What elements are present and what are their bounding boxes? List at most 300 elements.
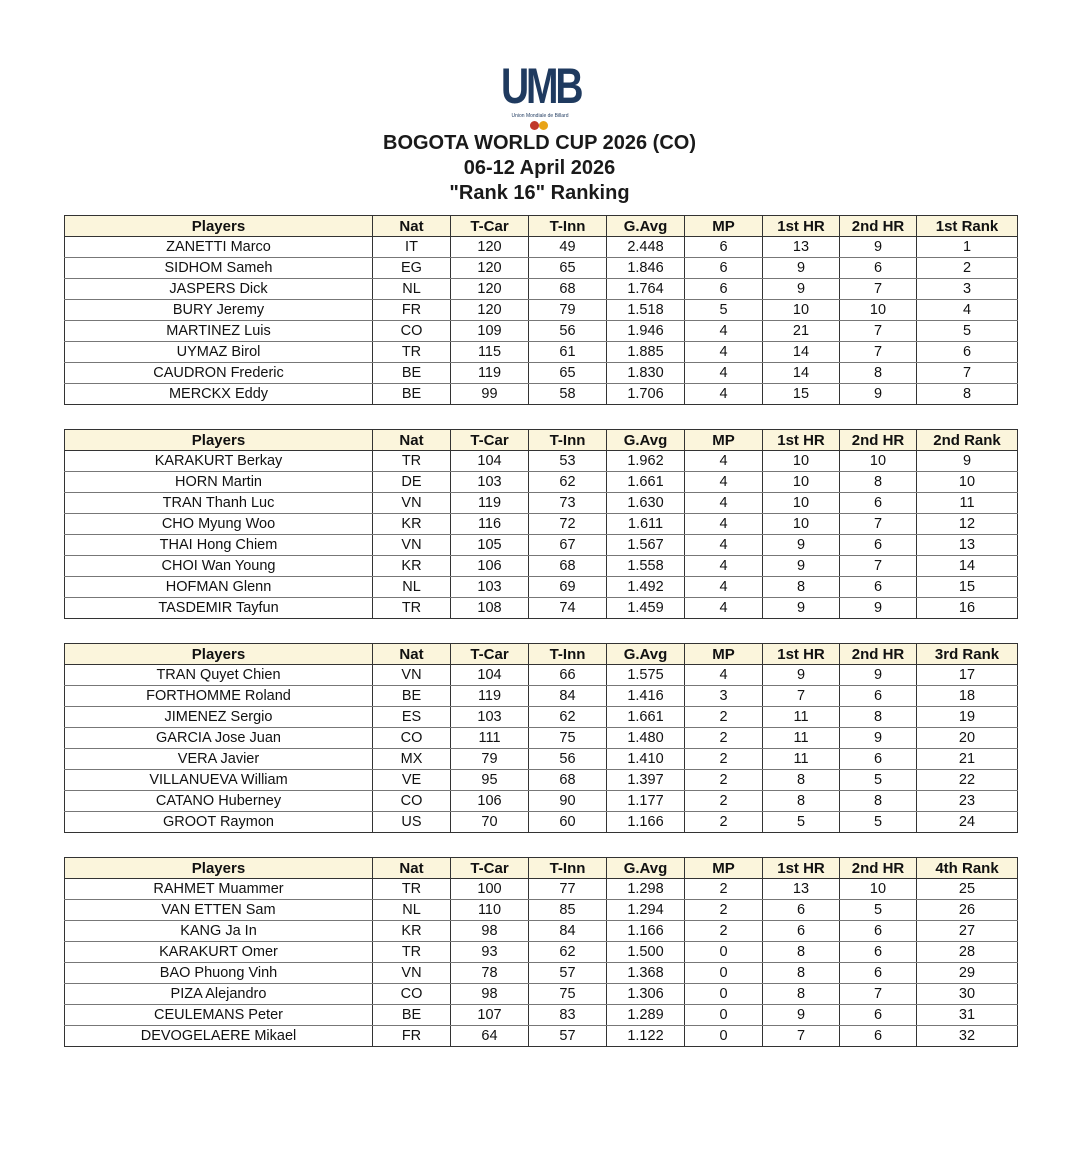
table-cell: NL: [373, 577, 451, 598]
table-cell: 9: [763, 258, 840, 279]
table-row: [65, 556, 1018, 577]
table-cell: TR: [373, 342, 451, 363]
table-cell: 1.567: [607, 535, 685, 556]
table-cell: 9: [763, 598, 840, 619]
table-cell: 5: [685, 300, 763, 321]
table-cell: 1.962: [607, 451, 685, 472]
table-cell: 18: [917, 686, 1018, 707]
table-cell: 14: [917, 556, 1018, 577]
table-cell: 67: [529, 535, 607, 556]
table-cell: DE: [373, 472, 451, 493]
table-row: [65, 770, 1018, 791]
table-cell: 9: [840, 384, 917, 405]
player-name: KARAKURT Berkay: [65, 451, 373, 472]
table-cell: 23: [917, 791, 1018, 812]
table-cell: 62: [529, 472, 607, 493]
table-cell: 1.289: [607, 1005, 685, 1026]
table-cell: 1.368: [607, 963, 685, 984]
table-cell: 115: [451, 342, 529, 363]
table-cell: 2: [917, 258, 1018, 279]
table-cell: 29: [917, 963, 1018, 984]
table-cell: 1.885: [607, 342, 685, 363]
column-header: 2nd HR: [840, 430, 917, 451]
player-name: CATANO Huberney: [65, 791, 373, 812]
table-cell: 14: [763, 342, 840, 363]
column-header: G.Avg: [607, 430, 685, 451]
table-cell: 105: [451, 535, 529, 556]
column-header: MP: [685, 430, 763, 451]
table-cell: 3: [685, 686, 763, 707]
table-cell: 6: [917, 342, 1018, 363]
table-row: [65, 363, 1018, 384]
table-cell: FR: [373, 1026, 451, 1047]
table-cell: KR: [373, 514, 451, 535]
table-row: [65, 514, 1018, 535]
column-header: 1st HR: [763, 430, 840, 451]
table-cell: 78: [451, 963, 529, 984]
table-row: [65, 879, 1018, 900]
player-name: HORN Martin: [65, 472, 373, 493]
column-header: 2nd HR: [840, 858, 917, 879]
table-cell: 49: [529, 237, 607, 258]
table-cell: 119: [451, 493, 529, 514]
table-cell: 120: [451, 279, 529, 300]
table-cell: 4: [685, 451, 763, 472]
table-row: [65, 321, 1018, 342]
table-cell: 25: [917, 879, 1018, 900]
table-cell: TR: [373, 451, 451, 472]
table-cell: 53: [529, 451, 607, 472]
table-cell: 13: [763, 237, 840, 258]
table-cell: 26: [917, 900, 1018, 921]
table-cell: 5: [763, 812, 840, 833]
column-header: 2nd HR: [840, 644, 917, 665]
table-cell: CO: [373, 728, 451, 749]
table-cell: 119: [451, 363, 529, 384]
player-name: RAHMET Muammer: [65, 879, 373, 900]
table-cell: 10: [763, 300, 840, 321]
column-header: 3rd Rank: [917, 644, 1018, 665]
table-cell: 62: [529, 707, 607, 728]
table-row: [65, 984, 1018, 1005]
table-cell: 3: [917, 279, 1018, 300]
page-title: [0, 131, 1079, 206]
table-cell: 4: [685, 363, 763, 384]
table-cell: 28: [917, 942, 1018, 963]
table-cell: 9: [840, 728, 917, 749]
table-cell: 79: [529, 300, 607, 321]
table-cell: 7: [840, 514, 917, 535]
column-header: T-Car: [451, 430, 529, 451]
table-cell: 1.410: [607, 749, 685, 770]
table-cell: 9: [763, 556, 840, 577]
table-cell: 83: [529, 1005, 607, 1026]
table-cell: 2: [685, 812, 763, 833]
table-cell: 1.298: [607, 879, 685, 900]
table-row: [65, 963, 1018, 984]
table-cell: 73: [529, 493, 607, 514]
table-cell: 1.846: [607, 258, 685, 279]
table-cell: 0: [685, 1026, 763, 1047]
table-cell: 6: [840, 1005, 917, 1026]
column-header: T-Car: [451, 858, 529, 879]
player-name: CAUDRON Frederic: [65, 363, 373, 384]
table-cell: 15: [763, 384, 840, 405]
table-cell: 75: [529, 728, 607, 749]
table-cell: 74: [529, 598, 607, 619]
player-name: TASDEMIR Tayfun: [65, 598, 373, 619]
table-cell: 6: [840, 942, 917, 963]
table-cell: US: [373, 812, 451, 833]
table-cell: 6: [685, 258, 763, 279]
table-cell: 13: [763, 879, 840, 900]
table-cell: 75: [529, 984, 607, 1005]
table-cell: 7: [840, 984, 917, 1005]
table-cell: 7: [840, 342, 917, 363]
table-header-row: [65, 430, 1018, 451]
table-cell: CO: [373, 321, 451, 342]
player-name: TRAN Quyet Chien: [65, 665, 373, 686]
title-line-event: BOGOTA WORLD CUP 2026 (CO): [383, 132, 696, 154]
table-cell: 9: [840, 237, 917, 258]
table-cell: 1.294: [607, 900, 685, 921]
column-header: Nat: [373, 644, 451, 665]
table-cell: 11: [763, 749, 840, 770]
player-name: VAN ETTEN Sam: [65, 900, 373, 921]
table-cell: 84: [529, 686, 607, 707]
table-cell: 0: [685, 942, 763, 963]
table-cell: 7: [840, 279, 917, 300]
table-cell: 56: [529, 749, 607, 770]
column-header: 1st Rank: [917, 216, 1018, 237]
column-header: MP: [685, 644, 763, 665]
table-cell: 1.830: [607, 363, 685, 384]
table-cell: 4: [685, 472, 763, 493]
table-cell: 68: [529, 556, 607, 577]
table-cell: 84: [529, 921, 607, 942]
ranking-table-2: [64, 429, 1018, 619]
table-cell: 6: [685, 237, 763, 258]
table-cell: 1.166: [607, 812, 685, 833]
table-cell: 6: [840, 258, 917, 279]
table-cell: 11: [917, 493, 1018, 514]
table-cell: 1.575: [607, 665, 685, 686]
table-cell: 0: [685, 984, 763, 1005]
table-cell: NL: [373, 279, 451, 300]
table-cell: 7: [840, 321, 917, 342]
player-name: VILLANUEVA William: [65, 770, 373, 791]
column-header: T-Inn: [529, 216, 607, 237]
table-cell: 72: [529, 514, 607, 535]
table-cell: FR: [373, 300, 451, 321]
player-name: GARCIA Jose Juan: [65, 728, 373, 749]
table-cell: 9: [763, 535, 840, 556]
table-cell: 27: [917, 921, 1018, 942]
table-row: [65, 577, 1018, 598]
table-cell: 11: [763, 707, 840, 728]
table-row: [65, 665, 1018, 686]
table-cell: 21: [917, 749, 1018, 770]
table-cell: 6: [763, 921, 840, 942]
table-cell: 6: [840, 493, 917, 514]
table-cell: 10: [763, 451, 840, 472]
table-row: [65, 384, 1018, 405]
table-row: [65, 707, 1018, 728]
table-cell: KR: [373, 556, 451, 577]
table-cell: 21: [763, 321, 840, 342]
table-cell: 8: [840, 791, 917, 812]
player-name: KANG Ja In: [65, 921, 373, 942]
table-cell: VN: [373, 665, 451, 686]
table-cell: 58: [529, 384, 607, 405]
table-cell: 9: [763, 279, 840, 300]
table-cell: 56: [529, 321, 607, 342]
table-cell: 9: [763, 665, 840, 686]
table-cell: 116: [451, 514, 529, 535]
column-header: T-Inn: [529, 858, 607, 879]
table-cell: 6: [840, 577, 917, 598]
table-cell: 4: [685, 556, 763, 577]
table-cell: TR: [373, 942, 451, 963]
table-cell: 1.518: [607, 300, 685, 321]
table-header-row: [65, 858, 1018, 879]
table-cell: 69: [529, 577, 607, 598]
table-cell: 2: [685, 728, 763, 749]
table-cell: 8: [840, 363, 917, 384]
table-cell: VE: [373, 770, 451, 791]
table-cell: 5: [840, 900, 917, 921]
table-row: [65, 686, 1018, 707]
column-header: T-Inn: [529, 644, 607, 665]
column-header: T-Car: [451, 644, 529, 665]
table-cell: 1.946: [607, 321, 685, 342]
table-cell: BE: [373, 384, 451, 405]
table-cell: 119: [451, 686, 529, 707]
logo-dots-icon: [530, 121, 550, 131]
table-cell: TR: [373, 879, 451, 900]
table-cell: 68: [529, 279, 607, 300]
ranking-table-1: [64, 215, 1018, 405]
table-cell: 4: [917, 300, 1018, 321]
player-name: THAI Hong Chiem: [65, 535, 373, 556]
table-cell: 10: [840, 451, 917, 472]
table-cell: 8: [763, 791, 840, 812]
table-cell: 9: [840, 665, 917, 686]
table-cell: 70: [451, 812, 529, 833]
column-header: T-Car: [451, 216, 529, 237]
table-cell: 5: [840, 770, 917, 791]
column-header: Players: [65, 858, 373, 879]
table-row: [65, 749, 1018, 770]
player-name: ZANETTI Marco: [65, 237, 373, 258]
table-cell: 1.166: [607, 921, 685, 942]
table-row: [65, 921, 1018, 942]
player-name: MARTINEZ Luis: [65, 321, 373, 342]
table-cell: 1.122: [607, 1026, 685, 1047]
column-header: Players: [65, 644, 373, 665]
table-cell: 0: [685, 963, 763, 984]
table-cell: 22: [917, 770, 1018, 791]
table-cell: 64: [451, 1026, 529, 1047]
player-name: JIMENEZ Sergio: [65, 707, 373, 728]
table-cell: 4: [685, 514, 763, 535]
ranking-table-3: [64, 643, 1018, 833]
table-cell: 7: [763, 686, 840, 707]
column-header: Players: [65, 216, 373, 237]
table-cell: 1.706: [607, 384, 685, 405]
umb-logo: [490, 58, 590, 132]
table-row: [65, 791, 1018, 812]
player-name: GROOT Raymon: [65, 812, 373, 833]
table-cell: 13: [917, 535, 1018, 556]
table-cell: 19: [917, 707, 1018, 728]
table-cell: 9: [917, 451, 1018, 472]
table-cell: 8: [840, 707, 917, 728]
table-cell: 85: [529, 900, 607, 921]
column-header: 1st HR: [763, 858, 840, 879]
table-cell: 10: [840, 300, 917, 321]
player-name: BURY Jeremy: [65, 300, 373, 321]
table-cell: 8: [917, 384, 1018, 405]
table-cell: 1.492: [607, 577, 685, 598]
table-cell: 5: [917, 321, 1018, 342]
table-cell: 1.611: [607, 514, 685, 535]
column-header: G.Avg: [607, 644, 685, 665]
table-cell: 104: [451, 451, 529, 472]
table-cell: 7: [917, 363, 1018, 384]
table-cell: 7: [840, 556, 917, 577]
player-name: DEVOGELAERE Mikael: [65, 1026, 373, 1047]
table-cell: 6: [840, 749, 917, 770]
column-header: G.Avg: [607, 216, 685, 237]
table-cell: 10: [763, 493, 840, 514]
table-cell: 10: [763, 472, 840, 493]
table-cell: 98: [451, 984, 529, 1005]
player-name: CEULEMANS Peter: [65, 1005, 373, 1026]
table-row: [65, 812, 1018, 833]
table-row: [65, 472, 1018, 493]
table-row: [65, 942, 1018, 963]
player-name: TRAN Thanh Luc: [65, 493, 373, 514]
table-cell: 107: [451, 1005, 529, 1026]
table-cell: 2: [685, 879, 763, 900]
column-header: 1st HR: [763, 216, 840, 237]
table-row: [65, 1005, 1018, 1026]
table-cell: 61: [529, 342, 607, 363]
column-header: 1st HR: [763, 644, 840, 665]
table-cell: 14: [763, 363, 840, 384]
table-row: [65, 237, 1018, 258]
table-cell: 1.306: [607, 984, 685, 1005]
table-header-row: [65, 644, 1018, 665]
table-cell: 6: [840, 963, 917, 984]
table-cell: 65: [529, 258, 607, 279]
column-header: MP: [685, 858, 763, 879]
table-row: [65, 279, 1018, 300]
ranking-table-4: [64, 857, 1018, 1047]
table-cell: 66: [529, 665, 607, 686]
table-cell: 68: [529, 770, 607, 791]
logo-subtitle: Union Mondiale de Billard: [511, 113, 569, 119]
table-cell: 120: [451, 237, 529, 258]
table-cell: 1.558: [607, 556, 685, 577]
table-cell: 90: [529, 791, 607, 812]
table-cell: 2: [685, 749, 763, 770]
table-cell: 104: [451, 665, 529, 686]
player-name: MERCKX Eddy: [65, 384, 373, 405]
player-name: VERA Javier: [65, 749, 373, 770]
table-cell: 110: [451, 900, 529, 921]
table-cell: 8: [763, 770, 840, 791]
table-cell: 1.480: [607, 728, 685, 749]
table-cell: 6: [840, 1026, 917, 1047]
table-cell: 8: [763, 963, 840, 984]
table-cell: 4: [685, 665, 763, 686]
column-header: Nat: [373, 216, 451, 237]
table-cell: 111: [451, 728, 529, 749]
player-name: SIDHOM Sameh: [65, 258, 373, 279]
table-cell: MX: [373, 749, 451, 770]
player-name: JASPERS Dick: [65, 279, 373, 300]
table-row: [65, 493, 1018, 514]
table-row: [65, 598, 1018, 619]
table-cell: 15: [917, 577, 1018, 598]
table-cell: 2: [685, 791, 763, 812]
table-row: [65, 258, 1018, 279]
table-cell: 1.177: [607, 791, 685, 812]
table-cell: 24: [917, 812, 1018, 833]
table-cell: 77: [529, 879, 607, 900]
table-cell: 11: [763, 728, 840, 749]
table-cell: 2.448: [607, 237, 685, 258]
player-name: KARAKURT Omer: [65, 942, 373, 963]
table-row: [65, 900, 1018, 921]
player-name: PIZA Alejandro: [65, 984, 373, 1005]
table-cell: 8: [763, 984, 840, 1005]
table-cell: 7: [763, 1026, 840, 1047]
table-cell: 9: [840, 598, 917, 619]
table-cell: 4: [685, 577, 763, 598]
table-row: [65, 300, 1018, 321]
table-cell: 8: [840, 472, 917, 493]
table-cell: NL: [373, 900, 451, 921]
column-header: 2nd HR: [840, 216, 917, 237]
table-cell: 1.630: [607, 493, 685, 514]
column-header: Nat: [373, 430, 451, 451]
column-header: Players: [65, 430, 373, 451]
table-cell: 10: [763, 514, 840, 535]
table-cell: 12: [917, 514, 1018, 535]
table-cell: 2: [685, 707, 763, 728]
table-row: [65, 451, 1018, 472]
column-header: MP: [685, 216, 763, 237]
table-cell: 5: [840, 812, 917, 833]
table-cell: 106: [451, 556, 529, 577]
table-cell: CO: [373, 791, 451, 812]
table-cell: VN: [373, 493, 451, 514]
column-header: Nat: [373, 858, 451, 879]
table-cell: 20: [917, 728, 1018, 749]
player-name: UYMAZ Birol: [65, 342, 373, 363]
table-cell: 9: [763, 1005, 840, 1026]
table-cell: 1.764: [607, 279, 685, 300]
table-cell: 103: [451, 707, 529, 728]
table-cell: 103: [451, 472, 529, 493]
table-cell: 60: [529, 812, 607, 833]
table-row: [65, 1026, 1018, 1047]
table-cell: 2: [685, 770, 763, 791]
table-cell: 32: [917, 1026, 1018, 1047]
